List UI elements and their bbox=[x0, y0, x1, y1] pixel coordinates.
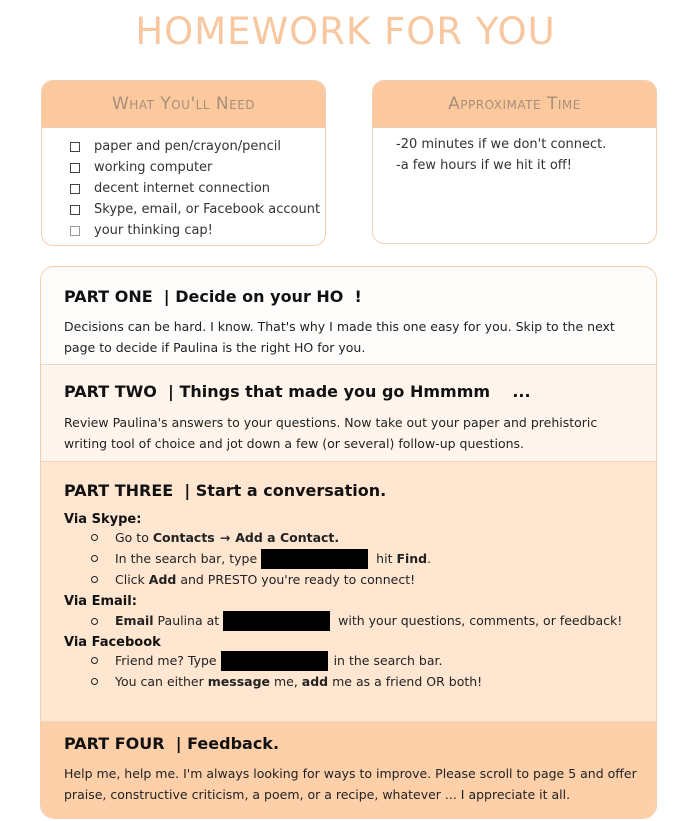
bullet-icon bbox=[91, 576, 98, 583]
redacted-block bbox=[221, 651, 328, 671]
list-item: -20 minutes if we don't connect. bbox=[396, 137, 607, 152]
via-email-label: Via Email: bbox=[64, 594, 137, 609]
time-heading: Approximate Time bbox=[373, 81, 656, 128]
facebook-steps bbox=[41, 650, 656, 692]
list-item: decent internet connection bbox=[70, 178, 325, 199]
needs-heading: What You'll Need bbox=[42, 81, 325, 128]
checkbox-icon[interactable] bbox=[70, 205, 80, 215]
page-title: HOMEWORK FOR YOU bbox=[135, 10, 556, 53]
list-item: Skype, email, or Facebook account bbox=[70, 199, 325, 220]
part-one-heading: PART ONE | Decide on your HO ! bbox=[64, 287, 362, 306]
part-two-heading: PART TWO | Things that made you go Hmmmm ... bbox=[64, 382, 531, 401]
checkbox-icon[interactable] bbox=[70, 142, 80, 152]
list-item: paper and pen/crayon/pencil bbox=[70, 136, 325, 157]
redacted-block bbox=[223, 611, 330, 631]
part-two-body: Review Paulina's answers to your questions. Now take out your paper and prehistoric writing tool of choice and jot down a few (or several) follow-up questions. bbox=[64, 415, 598, 451]
checkbox-icon[interactable] bbox=[70, 163, 80, 173]
part-four-body: Help me, help me. I'm always looking for ways to improve. Please scroll to page 5 and offer praise, constructive criticism, a poem, or a recipe, whatever ... I appreciate it all. bbox=[64, 766, 637, 802]
list-item: Email Paulina at with your questions, comments, or feedback! bbox=[91, 609, 656, 633]
list-item: working computer bbox=[70, 157, 325, 178]
via-skype-label: Via Skype: bbox=[64, 512, 142, 527]
bullet-icon bbox=[91, 555, 98, 562]
checkbox-icon[interactable] bbox=[70, 184, 80, 194]
list-item: Friend me? Type in the search bar. bbox=[91, 650, 656, 671]
list-item: You can either message me, add me as a friend OR both! bbox=[91, 671, 656, 692]
parts-box bbox=[40, 266, 657, 819]
list-item: Click Add and PRESTO you're ready to connect! bbox=[91, 569, 656, 590]
redacted-block bbox=[261, 549, 368, 569]
part-one-body: Decisions can be hard. I know. That's why I made this one easy for you. Skip to the next page to decide if Paulina is the right HO for you. bbox=[64, 319, 615, 355]
part-four-heading: PART FOUR | Feedback. bbox=[64, 734, 280, 753]
time-list bbox=[373, 128, 656, 176]
skype-steps bbox=[41, 527, 656, 590]
arrow-right-icon: → bbox=[219, 530, 231, 545]
bullet-icon bbox=[91, 618, 98, 625]
list-item: your thinking cap! bbox=[70, 220, 325, 241]
list-item: -a few hours if we hit it off! bbox=[396, 158, 572, 173]
needs-list bbox=[42, 128, 325, 241]
part-one bbox=[41, 267, 656, 365]
bullet-icon bbox=[91, 534, 98, 541]
list-item: Go to Contacts → Add a Contact. bbox=[91, 527, 656, 548]
time-box bbox=[372, 80, 657, 244]
bullet-icon bbox=[91, 678, 98, 685]
part-three bbox=[41, 462, 656, 722]
bullet-icon bbox=[91, 657, 98, 664]
email-steps bbox=[41, 609, 656, 633]
list-item: In the search bar, type hit Find . bbox=[91, 548, 656, 569]
needs-box bbox=[41, 80, 326, 246]
part-four bbox=[41, 722, 656, 818]
checkbox-icon[interactable] bbox=[70, 226, 80, 236]
part-three-heading: PART THREE | Start a conversation. bbox=[64, 481, 387, 500]
via-facebook-label: Via Facebook bbox=[64, 635, 161, 650]
part-two bbox=[41, 365, 656, 462]
